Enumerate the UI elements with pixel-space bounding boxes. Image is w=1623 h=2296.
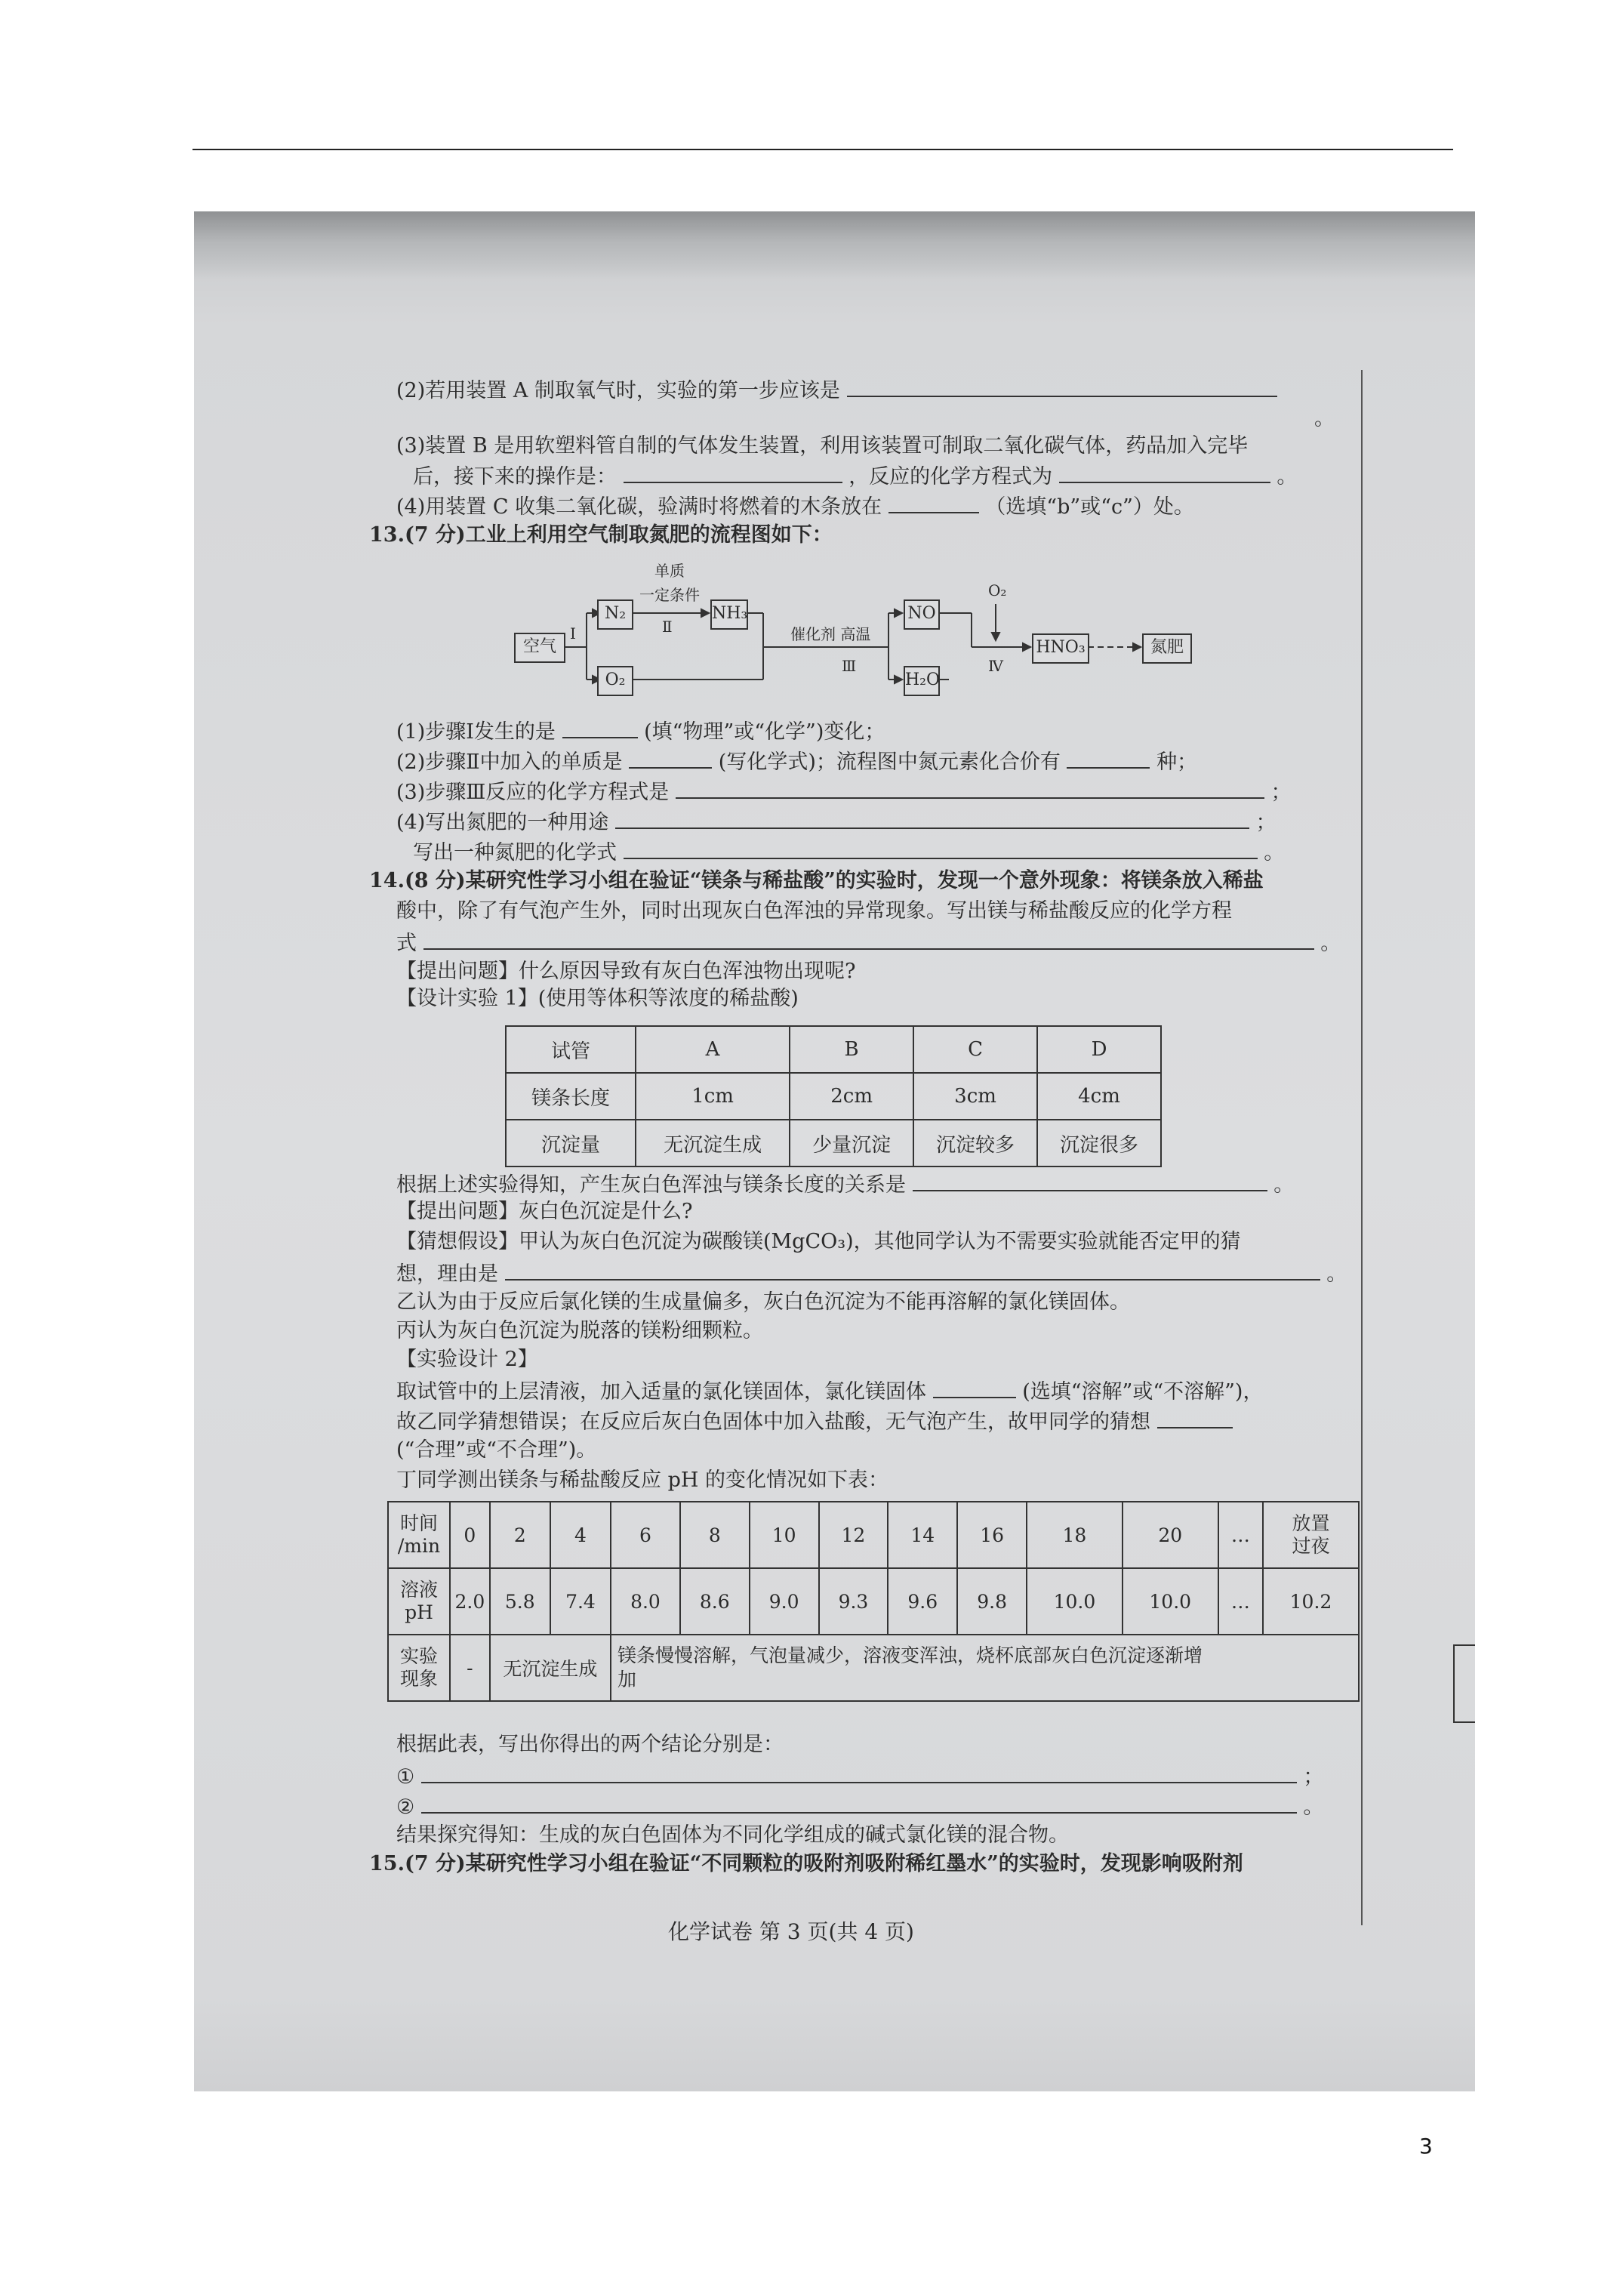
q14-result <box>396 1823 1069 1848</box>
q13-part2 <box>396 747 1197 775</box>
q13-part3-text: (3)步骤Ⅲ反应的化学方程式是 <box>396 781 670 804</box>
q14-result-text: 结果探究得知：生成的灰白色固体为不同化学组成的碱式氯化镁的混合物。 <box>396 1823 1069 1847</box>
flow-simple-label: 单质 <box>654 562 685 580</box>
q14-design2-b-text: 故乙同学猜想错误；在反应后灰白色固体中加入盐酸，无气泡产生，故甲同学的猜想 <box>396 1410 1150 1434</box>
q14-hypothesis3 <box>396 1290 1130 1315</box>
table-row <box>506 1120 1161 1166</box>
table-cell: B <box>790 1026 913 1073</box>
q14-answer2 <box>396 1792 1323 1820</box>
table-cell: 18 <box>1027 1502 1123 1568</box>
q14-hypothesis2-text: 想，理由是 <box>396 1262 498 1286</box>
table-cell: 无沉淀生成 <box>490 1635 611 1701</box>
semicolon-text: ； <box>1255 811 1277 834</box>
page-footer <box>668 1919 914 1945</box>
table-row <box>388 1568 1359 1635</box>
table-cell: 16 <box>957 1502 1027 1568</box>
table-header: 溶液 pH <box>388 1568 450 1635</box>
table-row <box>388 1502 1359 1568</box>
table-cell: 3cm <box>913 1073 1037 1120</box>
answer-blank[interactable] <box>421 1762 1297 1783</box>
period-text: 。 <box>1314 407 1335 430</box>
table-cell: 8.0 <box>611 1568 680 1635</box>
flow-step3-label: Ⅲ <box>842 657 857 675</box>
table-cell: 14 <box>888 1502 957 1568</box>
flow-step4 <box>988 657 1003 675</box>
q14-design2-b <box>396 1407 1233 1435</box>
flow-step3 <box>842 657 856 675</box>
q14-hypothesis4-text: 丙认为灰白色沉淀为脱落的镁粉细颗粒。 <box>396 1319 763 1342</box>
table-cell: 2 <box>490 1502 550 1568</box>
flow-n2 <box>597 599 633 630</box>
flow-cond-label: 一定条件 <box>639 586 700 604</box>
period-text: 。 <box>1264 841 1285 864</box>
q14-hypothesis4 <box>396 1318 763 1344</box>
flow-o2-add-label: O₂ <box>988 581 1007 599</box>
answer-blank[interactable] <box>615 808 1249 829</box>
q14-conclusion2 <box>396 1732 784 1758</box>
q13-part4-text: (4)写出氮肥的一种用途 <box>396 811 609 834</box>
flow-nh3 <box>710 599 748 630</box>
table-cell: 9.3 <box>819 1568 888 1635</box>
q14-design2 <box>396 1347 538 1373</box>
answer-blank[interactable] <box>913 1170 1267 1191</box>
q14-conclusion1 <box>396 1170 1294 1198</box>
q14-intro1 <box>369 868 1264 894</box>
table-cell: 镁条慢慢溶解，气泡量减少，溶液变浑浊，烧杯底部灰白色沉淀逐渐增 加 <box>611 1635 1359 1701</box>
table-header: 实验 现象 <box>388 1635 450 1701</box>
q14-hypothesis1 <box>396 1229 1241 1255</box>
q13-part1-text1: (1)步骤Ⅰ发生的是 <box>396 720 556 744</box>
flow-hno3-label: HNO₃ <box>1036 638 1086 657</box>
flow-step1 <box>570 624 576 643</box>
q14-design1 <box>396 986 799 1012</box>
period-text: 。 <box>1303 1795 1324 1819</box>
table-cell: 沉淀较多 <box>913 1120 1037 1166</box>
answer-blank[interactable] <box>1067 747 1150 769</box>
q14-intro2-text: 酸中，除了有气泡产生外，同时出现灰白色浑浊的异常现象。写出镁与稀盐酸反应的化学方程 <box>396 899 1232 923</box>
neighbour-table-fragment <box>1453 1644 1475 1723</box>
q14-intro3 <box>396 929 1341 957</box>
table-cell: - <box>450 1635 490 1701</box>
answer-blank[interactable] <box>505 1259 1320 1281</box>
table-cell: 9.6 <box>888 1568 957 1635</box>
q14-design1-text: 【设计实验 1】(使用等体积等浓度的稀盐酸) <box>396 987 799 1010</box>
flow-cond <box>639 583 700 605</box>
q14-design2-c-text: (“合理”或“不合理”)。 <box>396 1438 597 1462</box>
table-cell: 6 <box>611 1502 680 1568</box>
table-row <box>506 1026 1161 1073</box>
period-text: 。 <box>1277 465 1298 488</box>
q13-part1-text2: (填“物理”或“化学”)变化； <box>644 720 885 744</box>
table-cell: 4cm <box>1037 1073 1161 1120</box>
q13-part1 <box>396 717 885 745</box>
flow-air <box>514 633 565 663</box>
table-cell: 1cm <box>636 1073 790 1120</box>
q14-answer2-mark: ② <box>396 1795 415 1819</box>
flow-n2-label: N₂ <box>604 604 627 623</box>
period-text: 。 <box>1326 1262 1347 1286</box>
flow-o2-label: O₂ <box>605 670 626 689</box>
table-cell: 0 <box>450 1502 490 1568</box>
table-cell: 4 <box>550 1502 611 1568</box>
answer-blank[interactable] <box>676 778 1264 799</box>
flow-step2-label: Ⅱ <box>662 618 673 636</box>
q12-part4-text2: （选填“b”或“c”）处。 <box>985 495 1194 519</box>
table-row <box>388 1635 1359 1701</box>
table-header: 时间 /min <box>388 1502 450 1568</box>
flow-o2-add <box>988 581 1006 599</box>
table-cell: 8 <box>680 1502 750 1568</box>
q13-part2-text3: 种； <box>1156 750 1198 774</box>
answer-blank[interactable] <box>421 1792 1297 1814</box>
q14-question2-text: 【提出问题】灰白色沉淀是什么? <box>396 1200 693 1223</box>
q15-intro <box>369 1851 1243 1877</box>
page-footer-text: 化学试卷 第 3 页(共 4 页) <box>668 1919 914 1944</box>
q14-design2-c <box>396 1438 596 1463</box>
flow-lines <box>194 211 1475 740</box>
table-cell: 沉淀很多 <box>1037 1120 1161 1166</box>
table-row <box>506 1073 1161 1120</box>
answer-blank[interactable] <box>423 929 1314 950</box>
flow-step2 <box>662 618 673 636</box>
table-cell: A <box>636 1026 790 1073</box>
q14-ding <box>396 1468 888 1493</box>
table-cell: 2.0 <box>450 1568 490 1635</box>
q13-part2-text2: (写化学式)；流程图中氮元素化合价有 <box>718 750 1061 774</box>
table-cell: D <box>1037 1026 1161 1073</box>
q12-part2-text: (2)若用装置 A 制取氧气时，实验的第一步应该是 <box>396 379 840 402</box>
q14-design2-text: 【实验设计 2】 <box>396 1348 538 1371</box>
table-cell: 8.6 <box>680 1568 750 1635</box>
table-cell: C <box>913 1026 1037 1073</box>
table-cell: … <box>1218 1568 1263 1635</box>
table-cell: … <box>1218 1502 1263 1568</box>
q14-design2-a-text2: (选填“溶解”或“不溶解”)， <box>1022 1380 1264 1404</box>
q13-part3 <box>396 778 1291 806</box>
q14-intro2 <box>396 898 1232 924</box>
q12-part3b-text2: ，反应的化学方程式为 <box>848 465 1053 488</box>
period-text: 。 <box>1273 1173 1295 1197</box>
table-cell: 镁条长度 <box>506 1073 636 1120</box>
q14-question1-text: 【提出问题】什么原因导致有灰白色浑浊物出现呢? <box>396 960 856 983</box>
flow-nh3-label: NH₃ <box>712 604 748 623</box>
flow-h2o <box>904 666 940 696</box>
q14-intro3-text: 式 <box>396 932 417 955</box>
table-cell: 10 <box>750 1502 819 1568</box>
q14-conclusion2-text: 根据此表，写出你得出的两个结论分别是： <box>396 1733 784 1756</box>
answer-blank[interactable] <box>629 747 712 769</box>
header-rule <box>192 149 1453 150</box>
table-cell: 5.8 <box>490 1568 550 1635</box>
q13-part4 <box>396 808 1276 836</box>
q14-hypothesis2 <box>396 1259 1347 1287</box>
flow-fertilizer-label: 氮肥 <box>1150 638 1184 657</box>
q15-intro-text: 15.(7 分)某研究性学习小组在验证“不同颗粒的吸附剂吸附稀红墨水”的实验时，发现影响吸附剂 <box>369 1852 1243 1875</box>
ph-table <box>387 1501 1360 1702</box>
flow-cat <box>790 622 870 644</box>
q13-part2-text1: (2)步骤Ⅱ中加入的单质是 <box>396 750 623 774</box>
q13-part5 <box>413 838 1284 866</box>
q12-part3b-text1: 后，接下来的操作是： <box>413 465 617 488</box>
table-cell: 沉淀量 <box>506 1120 636 1166</box>
flow-simple <box>654 559 685 581</box>
flow-fertilizer <box>1142 633 1192 664</box>
period-text: 。 <box>1320 932 1341 955</box>
table-cell: 10.0 <box>1027 1568 1123 1635</box>
q14-question1 <box>396 959 855 985</box>
exam-photo <box>194 211 1475 2091</box>
page-number: 3 <box>1419 2134 1433 2159</box>
q14-design2-a <box>396 1377 1263 1405</box>
q14-hypothesis1-text: 【猜想假设】甲认为灰白色沉淀为碳酸镁(MgCO₃)，其他同学认为不需要实验就能否定甲的猜 <box>396 1230 1241 1253</box>
flow-hno3 <box>1032 633 1089 664</box>
flow-step4-label: Ⅳ <box>988 657 1003 675</box>
answer-blank[interactable] <box>624 838 1258 859</box>
table-cell: 9.8 <box>957 1568 1027 1635</box>
table-cell: 2cm <box>790 1073 913 1120</box>
q14-hypothesis3-text: 乙认为由于反应后氯化镁的生成量偏多，灰白色沉淀为不能再溶解的氯化镁固体。 <box>396 1290 1130 1314</box>
q14-answer1 <box>396 1762 1323 1790</box>
table-cell: 试管 <box>506 1026 636 1073</box>
table-cell: 放置 过夜 <box>1263 1502 1359 1568</box>
semicolon-text: ； <box>1270 781 1292 804</box>
answer-blank[interactable] <box>933 1377 1016 1398</box>
table-cell: 20 <box>1123 1502 1218 1568</box>
q14-answer1-mark: ① <box>396 1765 415 1789</box>
flow-h2o-label: H₂O <box>905 670 941 689</box>
q12-part3a-text: (3)装置 B 是用软塑料管自制的气体发生装置，利用该装置可制取二氧化碳气体，药品加入完毕 <box>396 434 1249 458</box>
q14-ding-text: 丁同学测出镁条与稀盐酸反应 pH 的变化情况如下表： <box>396 1469 888 1492</box>
flow-step1-label: Ⅰ <box>570 624 576 643</box>
flow-no-label: NO <box>907 604 936 623</box>
q14-intro1-text: 14.(8 分)某研究性学习小组在验证“镁条与稀盐酸”的实验时，发现一个意外现象：将镁条放入稀盐 <box>369 869 1264 892</box>
answer-blank[interactable] <box>1157 1407 1233 1428</box>
table-cell: 7.4 <box>550 1568 611 1635</box>
table-cell: 9.0 <box>750 1568 819 1635</box>
flow-no <box>904 599 940 630</box>
table-cell: 10.2 <box>1263 1568 1359 1635</box>
flow-cat-label: 催化剂 高温 <box>790 625 871 643</box>
q14-question2 <box>396 1199 692 1225</box>
table-cell: 少量沉淀 <box>790 1120 913 1166</box>
table-cell: 12 <box>819 1502 888 1568</box>
q13-part5-text: 写出一种氮肥的化学式 <box>413 841 617 864</box>
table-cell: 10.0 <box>1123 1568 1218 1635</box>
q13-title-text: 13.(7 分)工业上利用空气制取氮肥的流程图如下： <box>369 523 833 547</box>
q14-design2-a-text1: 取试管中的上层清液，加入适量的氯化镁固体，氯化镁固体 <box>396 1380 926 1404</box>
q14-conclusion1-text: 根据上述实验得知，产生灰白色浑浊与镁条长度的关系是 <box>396 1173 906 1197</box>
q12-part4-text1: (4)用装置 C 收集二氧化碳，验满时将燃着的木条放在 <box>396 495 882 519</box>
flow-air-label: 空气 <box>522 637 556 656</box>
flow-o2 <box>597 666 633 696</box>
semicolon-text: ； <box>1303 1765 1324 1789</box>
table-cell: 无沉淀生成 <box>636 1120 790 1166</box>
mg-length-table <box>505 1025 1162 1167</box>
answer-blank[interactable] <box>562 717 638 738</box>
